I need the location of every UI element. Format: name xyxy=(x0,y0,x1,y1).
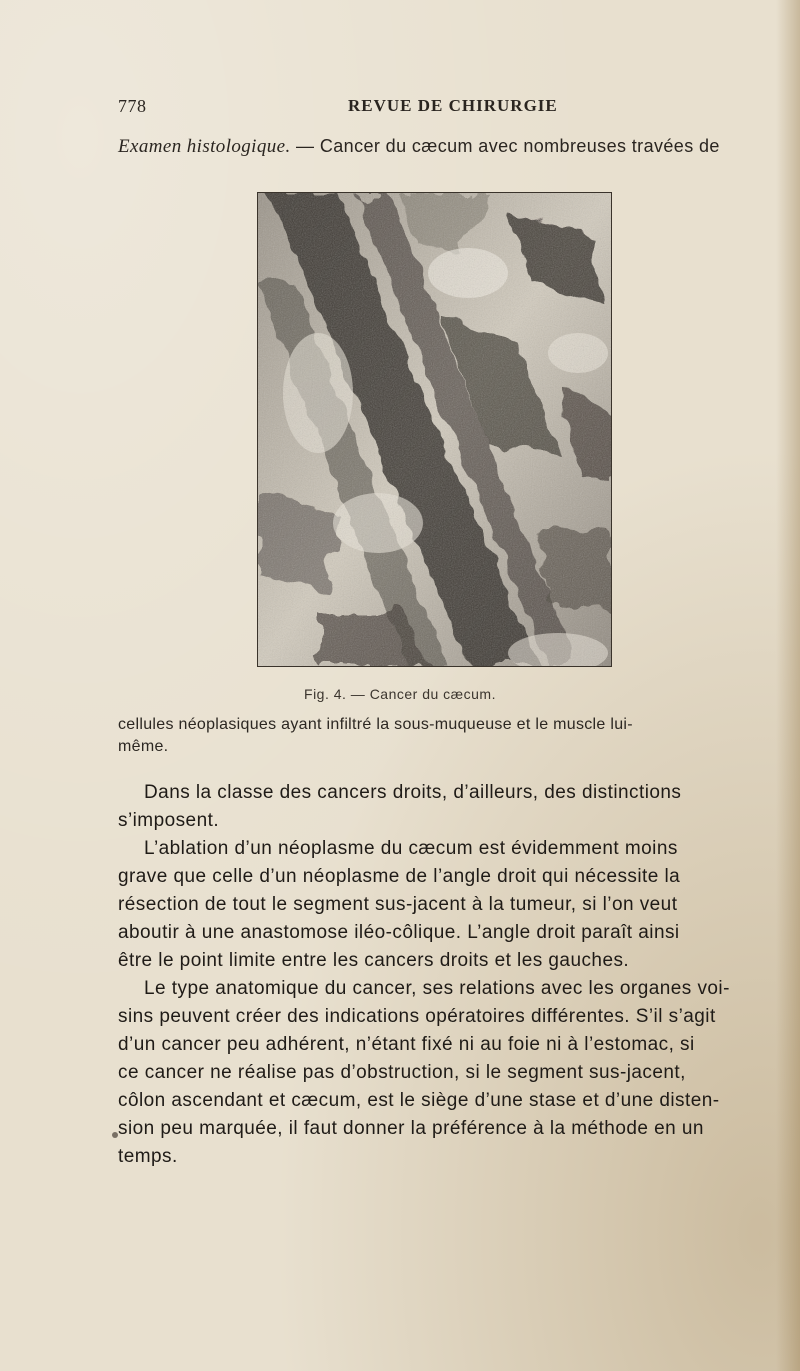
paragraph-line: résection de tout le segment sus-jacent à la tumeur, si l’on veut xyxy=(118,894,678,915)
paragraph-line: côlon ascendant et cæcum, est le siège d’une stase et d’une disten- xyxy=(118,1090,720,1111)
page-header xyxy=(118,96,758,120)
paragraph-line: Le type anatomique du cancer, ses relations avec les organes voi- xyxy=(144,978,730,999)
micrograph-image xyxy=(258,193,611,666)
paragraph-line: d’un cancer peu adhérent, n’étant fixé ni au foie ni à l’estomac, si xyxy=(118,1034,695,1055)
histology-text: — Cancer du cæcum avec nombreuses travées de xyxy=(290,136,720,156)
ink-stain xyxy=(112,1132,118,1138)
figure-caption: Fig. 4. — Cancer du cæcum. xyxy=(304,686,496,702)
paragraph-line: ce cancer ne réalise pas d’obstruction, si le segment sus-jacent, xyxy=(118,1062,686,1083)
page-number: 778 xyxy=(118,96,147,116)
paragraph-line: L’ablation d’un néoplasme du cæcum est évidemment moins xyxy=(144,838,678,859)
histology-photograph xyxy=(257,192,612,667)
histology-label: Examen histologique. xyxy=(118,136,291,157)
paragraph-line: temps. xyxy=(118,1146,178,1167)
paragraph-line: sins peuvent créer des indications opératoires différentes. S’il s’agit xyxy=(118,1006,716,1027)
paragraph-line: être le point limite entre les cancers droits et les gauches. xyxy=(118,950,630,971)
paragraph-line: Dans la classe des cancers droits, d’ailleurs, des distinctions xyxy=(144,782,682,803)
paragraph-line: aboutir à une anastomose iléo-côlique. L’angle droit paraît ainsi xyxy=(118,922,680,943)
running-title: REVUE DE CHIRURGIE xyxy=(348,96,558,115)
histology-intro-line xyxy=(118,136,720,158)
paragraph-line: grave que celle d’un néoplasme de l’angle droit qui nécessite la xyxy=(118,866,681,887)
continuation-line-1: cellules néoplasiques ayant infiltré la sous-muqueuse et le muscle lui- xyxy=(118,716,633,733)
paragraph-line: sion peu marquée, il faut donner la préférence à la méthode en un xyxy=(118,1118,704,1139)
paragraph-line: s’imposent. xyxy=(118,810,220,831)
continuation-line-2: même. xyxy=(118,738,169,755)
